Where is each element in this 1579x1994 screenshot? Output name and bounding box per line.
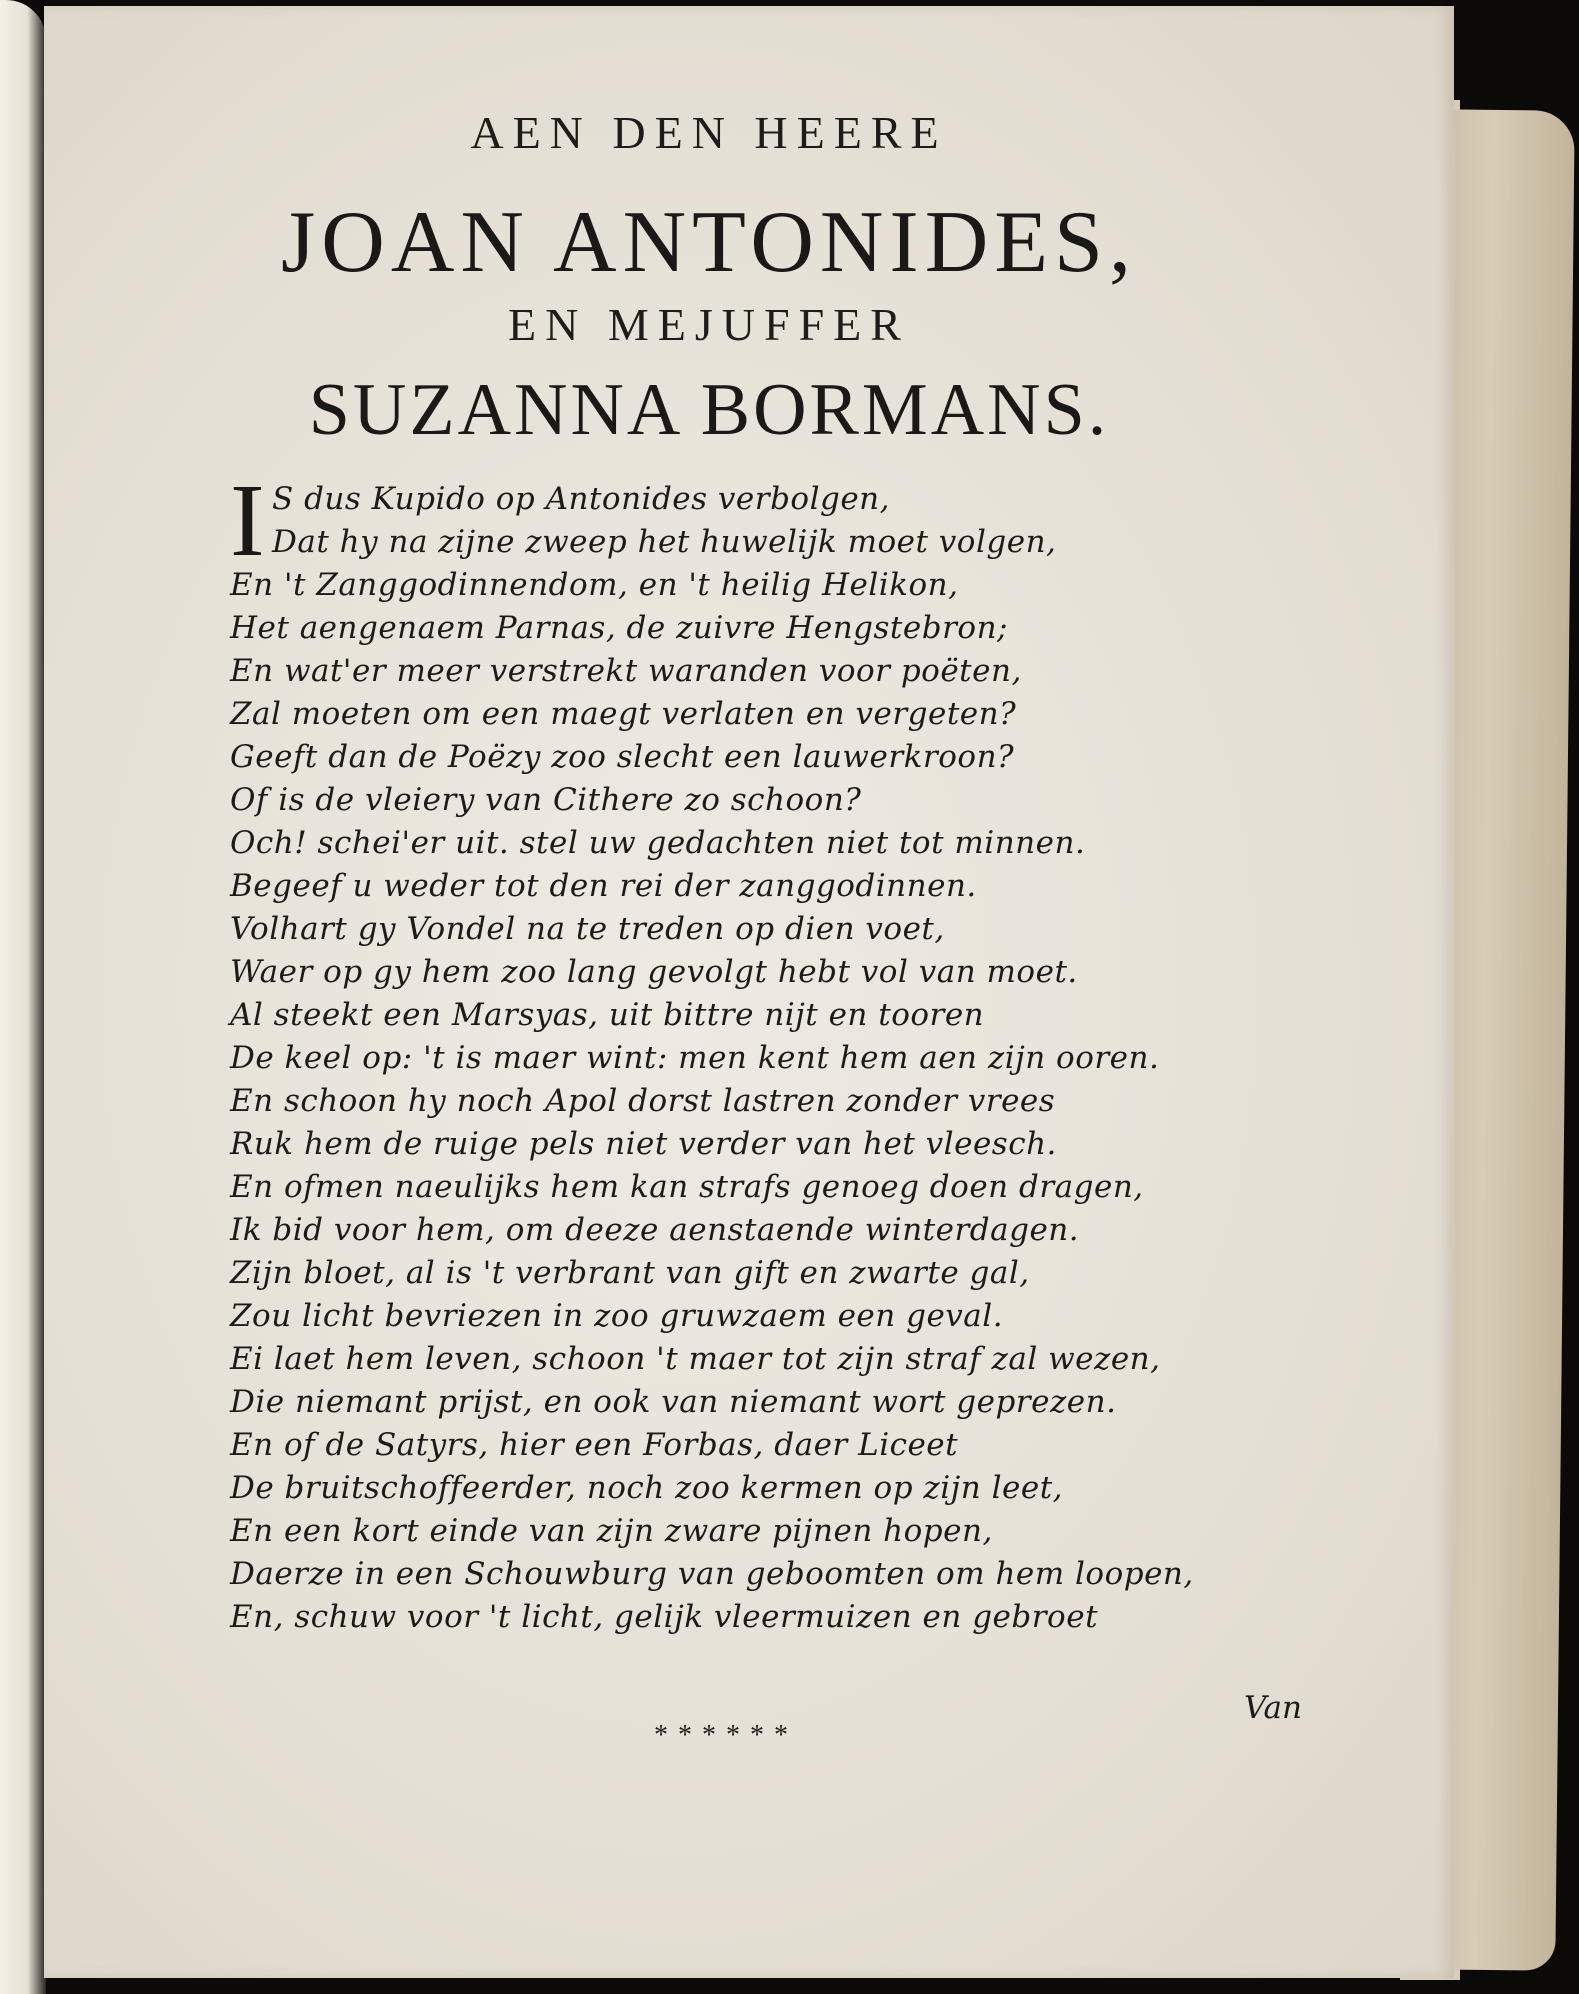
heading-line-4: SUZANNA BORMANS. — [308, 369, 1110, 451]
poem-line: Ik bid voor hem, om deeze aenstaende winterdagen. — [230, 1212, 1080, 1248]
heading-line-1: AEN DEN HEERE — [470, 107, 948, 158]
poem-line: En 't Zanggodinnendom, en 't heilig Helikon, — [230, 567, 959, 603]
poem-line: Dat hy na zijne zweep het huwelijk moet volgen, — [272, 524, 1057, 560]
poem-line: Waer op gy hem zoo lang gevolgt hebt vol van moet. — [230, 954, 1078, 990]
poem-line: Volhart gy Vondel na te treden op dien voet, — [230, 911, 945, 947]
poem-body — [230, 463, 1350, 1639]
poem-line: Ei laet hem leven, schoon 't maer tot zijn straf zal wezen, — [230, 1341, 1161, 1377]
poem-line: Of is de vleiery van Cithere zo schoon? — [230, 782, 862, 818]
signature-mark: ****** — [654, 1720, 798, 1751]
poem-line: Och! schei'er uit. stel uw gedachten niet tot minnen. — [230, 825, 1086, 861]
poem-line: Zal moeten om een maegt verlaten en vergeten? — [230, 696, 1017, 732]
drop-capital: I — [230, 463, 265, 578]
poem-line: De bruitschoffeerder, noch zoo kermen op zijn leet, — [230, 1470, 1064, 1506]
page-edge-left — [0, 0, 46, 1994]
poem-line: Het aengenaem Parnas, de zuivre Hengstebron; — [230, 610, 1008, 646]
poem-line: S dus Kupido op Antonides verbolgen, — [272, 481, 891, 517]
poem-line: En wat'er meer verstrekt waranden voor poëten, — [230, 653, 1022, 689]
heading-line-2: JOAN ANTONIDES, — [281, 194, 1137, 291]
poem-line: En schoon hy noch Apol dorst lastren zonder vrees — [230, 1083, 1056, 1119]
poem-line: Al steekt een Marsyas, uit bittre nijt en tooren — [230, 997, 985, 1033]
poem-line: En ofmen naeulijks hem kan strafs genoeg doen dragen, — [230, 1169, 1144, 1205]
poem-line: De keel op: 't is maer wint: men kent hem aen zijn ooren. — [230, 1040, 1160, 1076]
poem-line: En, schuw voor 't licht, gelijk vleermuizen en gebroet — [230, 1599, 1099, 1635]
heading-line-3: EN MEJUFFER — [508, 299, 910, 350]
poem-line: En of de Satyrs, hier een Forbas, daer Liceet — [230, 1427, 959, 1463]
poem-line: Die niemant prijst, en ook van niemant wort geprezen. — [230, 1384, 1117, 1420]
poem-line: Begeef u weder tot den rei der zanggodinnen. — [230, 868, 977, 904]
book-page — [44, 6, 1454, 1978]
poem-line: Ruk hem de ruige pels niet verder van het vleesch. — [230, 1126, 1057, 1162]
poem-line: Geeft dan de Poëzy zoo slecht een lauwerkroon? — [230, 739, 1015, 775]
poem-line: Daerze in een Schouwburg van geboomten om hem loopen, — [230, 1556, 1194, 1592]
poem-line: Zijn bloet, al is 't verbrant van gift en zwarte gal, — [230, 1255, 1030, 1291]
poem-line: Zou licht bevriezen in zoo gruwzaem een geval. — [230, 1298, 1004, 1334]
poem-line: En een kort einde van zijn zware pijnen hopen, — [230, 1513, 993, 1549]
catchword: Van — [1244, 1690, 1302, 1726]
